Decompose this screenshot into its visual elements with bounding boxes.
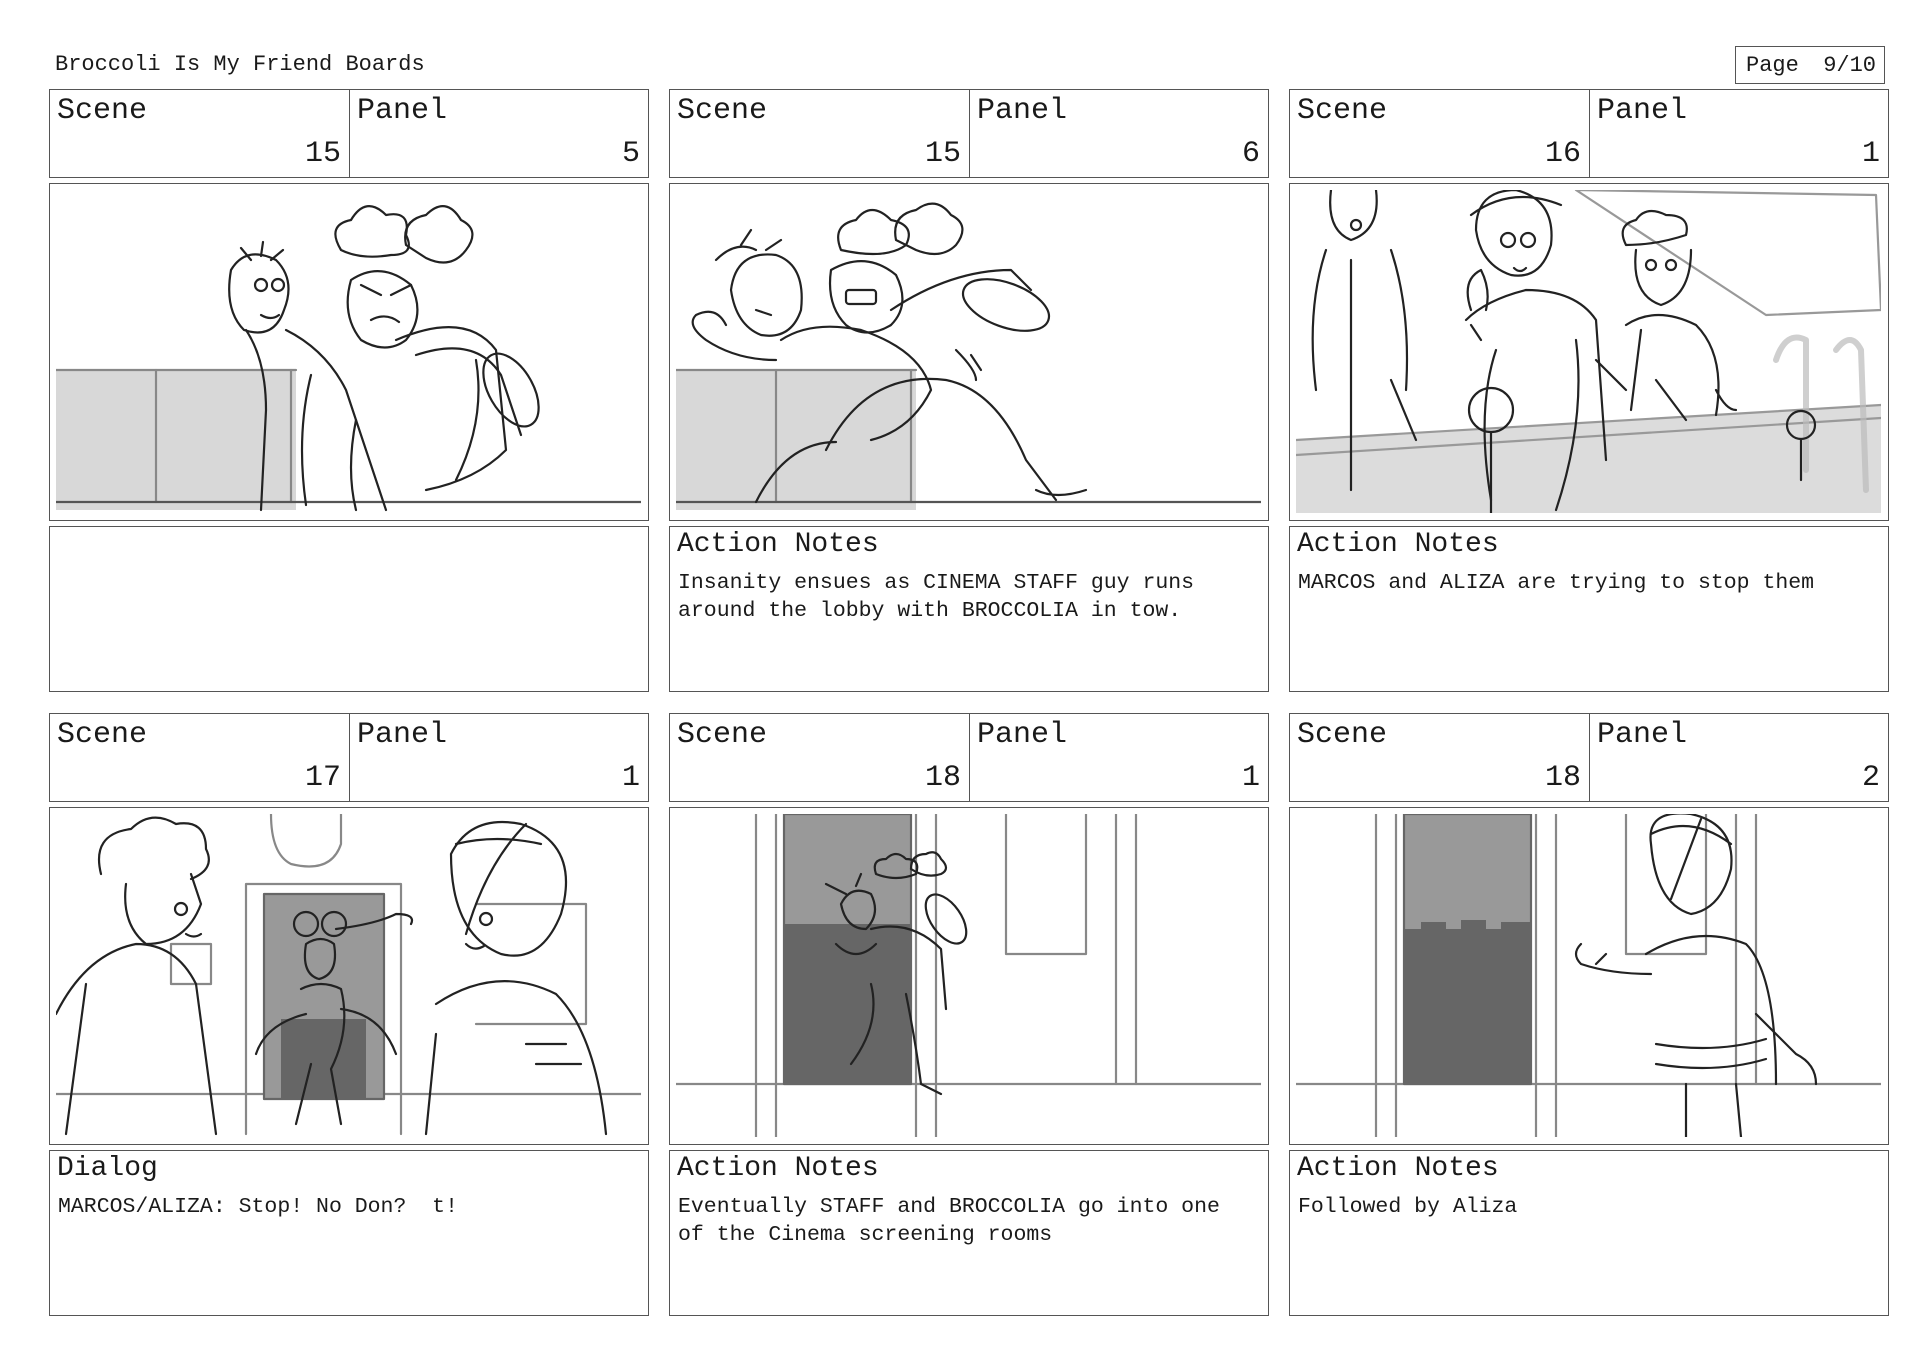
page-number: 9/10 bbox=[1823, 52, 1876, 78]
notes-text: Eventually STAFF and BROCCOLIA go into one of the Cinema screening rooms bbox=[678, 1195, 1220, 1247]
panel-header bbox=[49, 89, 649, 178]
sketch-frame bbox=[669, 183, 1269, 521]
panel-cell bbox=[969, 90, 1268, 177]
notes-box bbox=[669, 1150, 1269, 1316]
panel-cell bbox=[349, 714, 648, 801]
panel-cell bbox=[969, 714, 1268, 801]
panel-header bbox=[49, 713, 649, 802]
scene-label: Scene bbox=[57, 718, 148, 752]
panel-label: Panel bbox=[977, 718, 1068, 752]
notes-label: Action Notes bbox=[1297, 529, 1499, 560]
scene-label: Scene bbox=[57, 94, 148, 128]
panel-number: 2 bbox=[1861, 761, 1880, 795]
panel-cell bbox=[349, 90, 648, 177]
scene-label: Scene bbox=[677, 718, 768, 752]
sketch-frame bbox=[1289, 807, 1889, 1145]
panel-label: Panel bbox=[1597, 718, 1688, 752]
notes-box bbox=[1289, 526, 1889, 692]
notes-box bbox=[669, 526, 1269, 692]
panel-cell bbox=[1589, 714, 1888, 801]
panel-header bbox=[669, 89, 1269, 178]
panel-header bbox=[669, 713, 1269, 802]
scene-number: 17 bbox=[304, 761, 341, 795]
scene-cell bbox=[670, 714, 969, 801]
scene-cell bbox=[50, 714, 349, 801]
scene-cell bbox=[670, 90, 969, 177]
scene-cell bbox=[1290, 714, 1589, 801]
document-title: Broccoli Is My Friend Boards bbox=[55, 52, 425, 77]
sketch-frame bbox=[669, 807, 1269, 1145]
notes-text: Insanity ensues as CINEMA STAFF guy runs around the lobby with BROCCOLIA in tow. bbox=[678, 571, 1195, 623]
panel-header bbox=[1289, 89, 1889, 178]
sketch-frame bbox=[49, 183, 649, 521]
scene-number: 18 bbox=[924, 761, 961, 795]
notes-text: MARCOS/ALIZA: Stop! No Don? t! bbox=[58, 1195, 458, 1219]
scene-cell bbox=[50, 90, 349, 177]
sketch-entering-screening-room bbox=[676, 814, 1261, 1137]
sketch-marcos-aliza-chasing bbox=[1296, 190, 1881, 513]
page-indicator bbox=[1735, 46, 1885, 84]
scene-number: 15 bbox=[924, 137, 961, 171]
notes-label: Action Notes bbox=[677, 1153, 879, 1184]
notes-text: Followed by Aliza bbox=[1298, 1195, 1518, 1219]
scene-label: Scene bbox=[1297, 94, 1388, 128]
panel-header bbox=[1289, 713, 1889, 802]
scene-number: 16 bbox=[1544, 137, 1581, 171]
notes-box bbox=[1289, 1150, 1889, 1316]
panel-number: 1 bbox=[1241, 761, 1260, 795]
notes-box bbox=[49, 526, 649, 692]
panel-number: 5 bbox=[621, 137, 640, 171]
panel-number: 6 bbox=[1241, 137, 1260, 171]
sketch-frame bbox=[49, 807, 649, 1145]
panel-number: 1 bbox=[621, 761, 640, 795]
notes-box bbox=[49, 1150, 649, 1316]
sketch-aliza-following bbox=[1296, 814, 1881, 1137]
notes-label: Dialog bbox=[57, 1153, 158, 1184]
scene-number: 15 bbox=[304, 137, 341, 171]
page-label: Page bbox=[1746, 52, 1799, 78]
panel-label: Panel bbox=[357, 718, 448, 752]
panel-number: 1 bbox=[1861, 137, 1880, 171]
panel-label: Panel bbox=[1597, 94, 1688, 128]
scene-label: Scene bbox=[1297, 718, 1388, 752]
panel-label: Panel bbox=[977, 94, 1068, 128]
scene-cell bbox=[1290, 90, 1589, 177]
sketch-frame bbox=[1289, 183, 1889, 521]
notes-label: Action Notes bbox=[1297, 1153, 1499, 1184]
sketch-staff-carrying-broccolia bbox=[56, 190, 641, 513]
scene-number: 18 bbox=[1544, 761, 1581, 795]
panel-label: Panel bbox=[357, 94, 448, 128]
notes-label: Action Notes bbox=[677, 529, 879, 560]
notes-text: MARCOS and ALIZA are trying to stop them bbox=[1298, 571, 1815, 595]
scene-label: Scene bbox=[677, 94, 768, 128]
sketch-staff-running bbox=[676, 190, 1261, 513]
panel-cell bbox=[1589, 90, 1888, 177]
sketch-doorway-standoff bbox=[56, 814, 641, 1137]
